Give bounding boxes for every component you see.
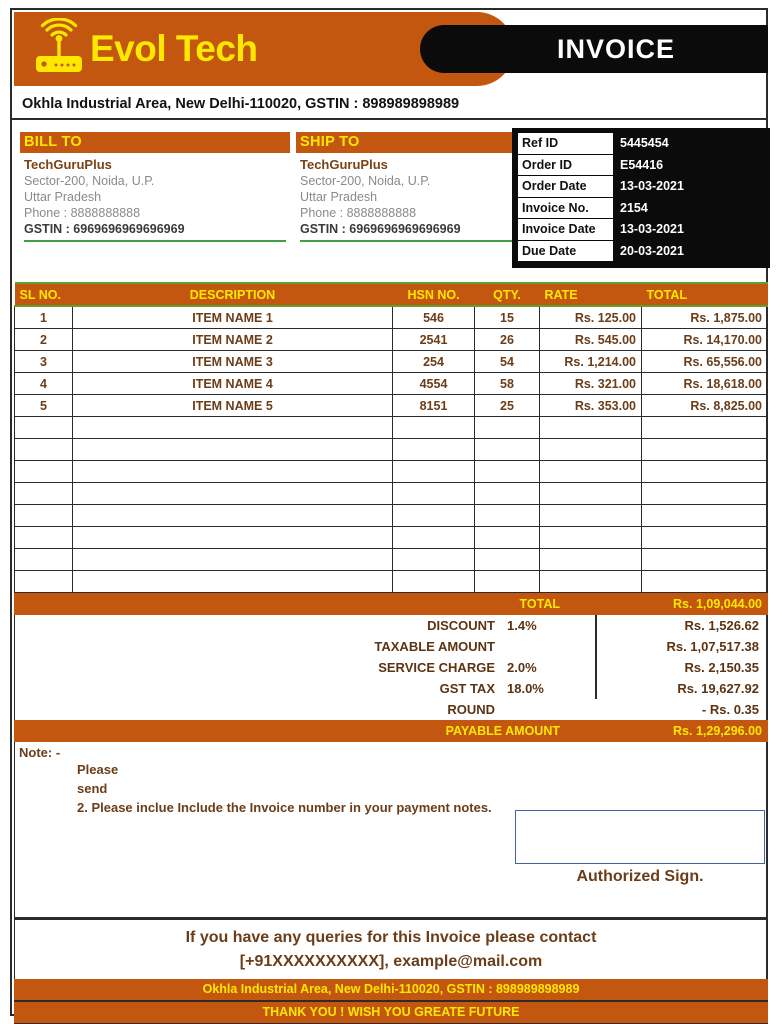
cell-empty	[15, 505, 73, 527]
cell-rate: Rs. 125.00	[540, 306, 642, 329]
cell-empty	[475, 505, 540, 527]
cell-total: Rs. 8,825.00	[642, 395, 768, 417]
footer-thanks-bar: THANK YOU ! WISH YOU GREATE FUTURE	[14, 1000, 768, 1024]
cell-empty	[475, 571, 540, 593]
cell-empty	[540, 527, 642, 549]
summary-row	[15, 699, 767, 720]
cell-total: Rs. 18,618.00	[642, 373, 768, 395]
column-header-total: TOTAL	[642, 283, 768, 306]
ship-to-heading: SHIP TO	[296, 132, 566, 153]
bill-to-heading: BILL TO	[20, 132, 290, 153]
cell-empty	[393, 527, 475, 549]
column-header-sl-no: SL NO.	[15, 283, 73, 306]
cell-description: ITEM NAME 5	[73, 395, 393, 417]
note-line-2: send	[77, 781, 108, 796]
invoice-title: INVOICE	[556, 33, 676, 64]
cell-rate: Rs. 1,214.00	[540, 351, 642, 373]
reference-value: E54416	[620, 157, 664, 172]
reference-value: 13-03-2021	[620, 222, 684, 237]
reference-row	[518, 155, 764, 176]
payable-amount-value: Rs. 1,29,296.00	[673, 724, 762, 738]
summary-label: DISCOUNT	[427, 618, 495, 633]
reference-value: 2154	[620, 200, 648, 215]
summary-amount: - Rs. 0.35	[701, 702, 759, 717]
cell-empty	[73, 461, 393, 483]
summary-label: TAXABLE AMOUNT	[374, 639, 495, 654]
grand-total-bar	[14, 593, 768, 615]
cell-empty	[475, 527, 540, 549]
payable-amount-bar	[14, 720, 768, 742]
table-row-empty	[15, 417, 768, 439]
summary-percent: 2.0%	[507, 660, 537, 675]
cell-empty	[540, 505, 642, 527]
bill-to-block	[20, 132, 290, 242]
grand-total-label: TOTAL	[519, 597, 560, 611]
signature-box[interactable]	[515, 810, 765, 864]
column-header-hsn-no: HSN NO.	[393, 283, 475, 306]
summary-label: GST TAX	[439, 681, 495, 696]
reference-details-table	[512, 128, 770, 268]
cell-empty	[15, 571, 73, 593]
summary-label: SERVICE CHARGE	[378, 660, 495, 675]
summary-percent: 18.0%	[507, 681, 544, 696]
cell-empty	[393, 505, 475, 527]
cell-hsn-no: 8151	[393, 395, 475, 417]
note-line-1: Please	[77, 762, 119, 777]
cell-empty	[73, 505, 393, 527]
cell-empty	[15, 527, 73, 549]
cell-empty	[475, 549, 540, 571]
cell-sl-no: 2	[15, 329, 73, 351]
cell-empty	[73, 417, 393, 439]
table-row	[15, 395, 768, 417]
note-line-3: 2. Please inclue Include the Invoice number in your payment notes.	[77, 800, 492, 815]
cell-rate: Rs. 353.00	[540, 395, 642, 417]
cell-qty: 26	[475, 329, 540, 351]
column-header-description: DESCRIPTION	[73, 283, 393, 306]
reference-key: Order Date	[518, 176, 613, 197]
cell-empty	[642, 505, 768, 527]
summary-label: ROUND	[447, 702, 495, 717]
cell-qty: 58	[475, 373, 540, 395]
contact-section	[14, 918, 768, 979]
cell-empty	[642, 461, 768, 483]
cell-empty	[642, 571, 768, 593]
ship-to-address2: Uttar Pradesh	[300, 190, 378, 204]
cell-empty	[73, 571, 393, 593]
summary-amount: Rs. 19,627.92	[677, 681, 759, 696]
parties-and-reference-section	[12, 120, 766, 282]
cell-description: ITEM NAME 2	[73, 329, 393, 351]
table-row-empty	[15, 483, 768, 505]
summary-amount: Rs. 1,526.62	[684, 618, 759, 633]
cell-sl-no: 1	[15, 306, 73, 329]
bill-to-address2: Uttar Pradesh	[24, 190, 102, 204]
reference-value: 13-03-2021	[620, 179, 684, 194]
reference-key: Order ID	[518, 155, 613, 176]
cell-rate: Rs. 545.00	[540, 329, 642, 351]
cell-hsn-no: 2541	[393, 329, 475, 351]
cell-empty	[540, 439, 642, 461]
table-row	[15, 351, 768, 373]
reference-row	[518, 241, 764, 262]
wifi-router-icon	[28, 18, 90, 80]
column-header-rate: RATE	[540, 283, 642, 306]
contact-line-2: [+91XXXXXXXXXX], example@mail.com	[239, 953, 543, 970]
summary-row	[15, 657, 767, 678]
cell-empty	[642, 483, 768, 505]
cell-empty	[15, 439, 73, 461]
cell-empty	[475, 439, 540, 461]
cell-sl-no: 5	[15, 395, 73, 417]
cell-empty	[15, 417, 73, 439]
cell-description: ITEM NAME 3	[73, 351, 393, 373]
cell-qty: 25	[475, 395, 540, 417]
reference-key: Invoice No.	[518, 198, 613, 219]
invoice-title-badge	[420, 25, 768, 73]
footer-address-bar: Okhla Industrial Area, New Delhi-110020, GSTIN : 898989898989	[14, 979, 768, 1000]
line-items-table	[14, 282, 768, 593]
reference-row	[518, 133, 764, 154]
cell-rate: Rs. 321.00	[540, 373, 642, 395]
cell-empty	[475, 417, 540, 439]
summary-row	[15, 678, 767, 699]
cell-empty	[540, 417, 642, 439]
reference-key: Invoice Date	[518, 219, 613, 240]
cell-empty	[540, 571, 642, 593]
cell-empty	[393, 571, 475, 593]
cell-empty	[393, 549, 475, 571]
contact-line-1: If you have any queries for this Invoice please contact	[185, 929, 597, 946]
summary-amount: Rs. 2,150.35	[684, 660, 759, 675]
cell-hsn-no: 546	[393, 306, 475, 329]
ship-to-address1: Sector-200, Noida, U.P.	[300, 174, 431, 188]
cell-empty	[540, 461, 642, 483]
cell-description: ITEM NAME 4	[73, 373, 393, 395]
cell-empty	[475, 461, 540, 483]
cell-qty: 15	[475, 306, 540, 329]
cell-hsn-no: 254	[393, 351, 475, 373]
cell-empty	[15, 549, 73, 571]
summary-amount: Rs. 1,07,517.38	[666, 639, 759, 654]
bill-to-gstin: GSTIN : 6969696969696969	[24, 222, 185, 236]
cell-empty	[642, 549, 768, 571]
reference-row	[518, 198, 764, 219]
summary-row	[15, 636, 767, 657]
table-row	[15, 329, 768, 351]
invoice-header	[14, 12, 764, 90]
ship-to-gstin: GSTIN : 6969696969696969	[300, 222, 461, 236]
table-row-empty	[15, 439, 768, 461]
cell-empty	[393, 483, 475, 505]
table-row-empty	[15, 527, 768, 549]
cell-sl-no: 4	[15, 373, 73, 395]
cell-empty	[15, 461, 73, 483]
table-row-empty	[15, 549, 768, 571]
table-row	[15, 306, 768, 329]
bill-to-phone: Phone : 8888888888	[24, 206, 141, 220]
summary-percent: 1.4%	[507, 618, 537, 633]
summary-row	[15, 615, 767, 636]
cell-qty: 54	[475, 351, 540, 373]
table-row-empty	[15, 505, 768, 527]
signature-caption: Authorized Sign.	[576, 868, 704, 885]
table-row-empty	[15, 571, 768, 593]
table-row-empty	[15, 461, 768, 483]
cell-empty	[73, 439, 393, 461]
cell-empty	[73, 527, 393, 549]
ship-to-phone: Phone : 8888888888	[300, 206, 417, 220]
cell-empty	[73, 549, 393, 571]
company-address-line: Okhla Industrial Area, New Delhi-110020, GSTIN : 898989898989	[12, 96, 766, 120]
cell-empty	[393, 461, 475, 483]
bill-to-divider	[24, 240, 286, 242]
table-row	[15, 373, 768, 395]
cell-hsn-no: 4554	[393, 373, 475, 395]
cell-empty	[393, 439, 475, 461]
cell-total: Rs. 1,875.00	[642, 306, 768, 329]
reference-key: Due Date	[518, 241, 613, 262]
reference-key: Ref ID	[518, 133, 613, 154]
invoice-sheet	[10, 8, 768, 1019]
cell-empty	[540, 549, 642, 571]
cell-empty	[642, 439, 768, 461]
cell-total: Rs. 65,556.00	[642, 351, 768, 373]
line-items-header-row	[15, 283, 768, 306]
cell-empty	[642, 417, 768, 439]
column-header-qty: QTY.	[475, 283, 540, 306]
cell-description: ITEM NAME 1	[73, 306, 393, 329]
bill-to-address1: Sector-200, Noida, U.P.	[24, 174, 155, 188]
cell-empty	[540, 483, 642, 505]
reference-value: 5445454	[620, 136, 669, 151]
payable-amount-label: PAYABLE AMOUNT	[445, 724, 560, 738]
cell-empty	[15, 483, 73, 505]
ship-to-name: TechGuruPlus	[300, 157, 388, 172]
reference-row	[518, 176, 764, 197]
reference-value: 20-03-2021	[620, 243, 684, 258]
cell-empty	[393, 417, 475, 439]
cell-empty	[475, 483, 540, 505]
bill-to-name: TechGuruPlus	[24, 157, 112, 172]
totals-summary-box	[14, 615, 768, 720]
totals-summary-divider	[595, 615, 597, 699]
cell-sl-no: 3	[15, 351, 73, 373]
reference-row	[518, 219, 764, 240]
cell-empty	[642, 527, 768, 549]
cell-total: Rs. 14,170.00	[642, 329, 768, 351]
company-name: Evol Tech	[90, 28, 258, 69]
cell-empty	[73, 483, 393, 505]
note-title: Note: -	[19, 745, 61, 760]
grand-total-value: Rs. 1,09,044.00	[673, 597, 762, 611]
notes-section	[14, 742, 768, 918]
